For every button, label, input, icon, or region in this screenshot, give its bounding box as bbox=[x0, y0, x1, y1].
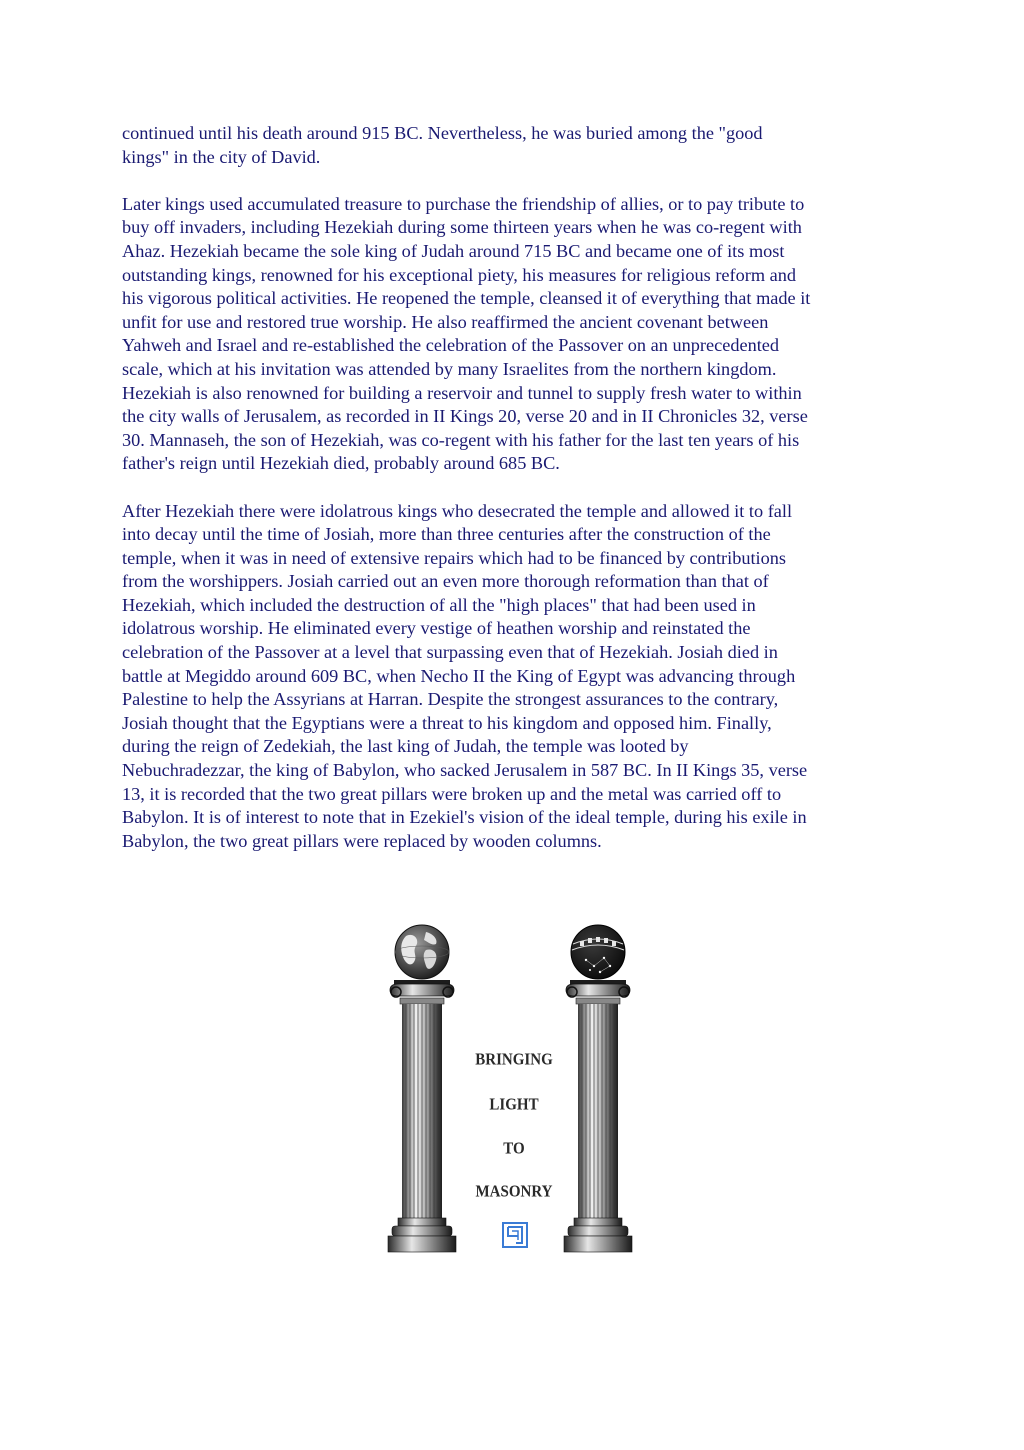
caption-line-1: BRINGING bbox=[475, 1050, 553, 1069]
caption-line-2: LIGHT bbox=[489, 1095, 539, 1114]
text-line: celebration of the Passover at a level that surpassing even that of Hezekiah. Josiah died in bbox=[122, 642, 778, 663]
celestial-globe-icon bbox=[571, 925, 625, 979]
text-line: during the reign of Zedekiah, the last king of Judah, the temple was looted by bbox=[122, 736, 689, 757]
text-line: Ahaz. Hezekiah became the sole king of Judah around 715 BC and became one of its most bbox=[122, 240, 785, 261]
text-line: Babylon. It is of interest to note that in Ezekiel's vision of the ideal temple, during his exile in bbox=[122, 807, 807, 828]
paragraph-1 bbox=[122, 122, 912, 169]
text-line: Hezekiah is also renowned for building a reservoir and tunnel to supply fresh water to within bbox=[122, 382, 802, 403]
body-text bbox=[122, 122, 912, 877]
text-line: Babylon, the two great pillars were replaced by wooden columns. bbox=[122, 830, 602, 851]
text-line: Yahweh and Israel and re-established the celebration of the Passover on an unprecedented bbox=[122, 335, 780, 356]
paragraph-2 bbox=[122, 193, 912, 476]
text-line: into decay until the time of Josiah, more than three centuries after the construction of the bbox=[122, 524, 771, 545]
text-line: Nebuchradezzar, the king of Babylon, who sacked Jerusalem in 587 BC. In II Kings 35, verse bbox=[122, 760, 808, 781]
left-pillar bbox=[388, 925, 456, 1252]
text-line: outstanding kings, renowned for his exceptional piety, his measures for religious reform and bbox=[122, 264, 797, 285]
text-line: Palestine to help the Assyrians at Harran. Despite the strongest assurances to the contrary, bbox=[122, 689, 779, 710]
square-compass-logo-icon bbox=[502, 1222, 528, 1248]
text-line: from the worshippers. Josiah carried out an even more thorough reformation than that of bbox=[122, 571, 769, 592]
text-line: his vigorous political activities. He reopened the temple, cleansed it of everything that made it bbox=[122, 288, 811, 309]
caption-line-3: TO bbox=[503, 1139, 525, 1158]
text-line: father's reign until Hezekiah died, probably around 685 BC. bbox=[122, 453, 560, 474]
text-line: 13, it is recorded that the two great pillars were broken up and the metal was carried off to bbox=[122, 783, 782, 804]
terrestrial-globe-icon bbox=[395, 925, 449, 979]
text-line: Later kings used accumulated treasure to purchase the friendship of allies, or to pay tribute to bbox=[122, 193, 805, 214]
text-line: idolatrous worship. He eliminated every vestige of heathen worship and reinstated the bbox=[122, 618, 751, 639]
caption-line-4: MASONRY bbox=[475, 1182, 553, 1201]
text-line: temple, when it was in need of extensive repairs which had to be financed by contributions bbox=[122, 547, 787, 568]
text-line: kings" in the city of David. bbox=[122, 146, 321, 167]
text-line: Hezekiah, which included the destruction of all the "high places" that had been used in bbox=[122, 594, 756, 615]
text-line: continued until his death around 915 BC. Nevertheless, he was buried among the "good bbox=[122, 123, 763, 143]
text-line: scale, which at his invitation was attended by many Israelites from the northern kingdom. bbox=[122, 358, 777, 379]
text-line: battle at Megiddo around 609 BC, when Necho II the King of Egypt was advancing through bbox=[122, 665, 796, 686]
text-line: unfit for use and restored true worship. He also reaffirmed the ancient covenant between bbox=[122, 311, 769, 332]
two-pillars-figure bbox=[384, 922, 644, 1268]
text-line: buy off invaders, including Hezekiah during some thirteen years when he was co-regent with bbox=[122, 217, 802, 238]
paragraph-3 bbox=[122, 500, 912, 854]
text-line: Josiah thought that the Egyptians were a threat to his kingdom and opposed him. Finally, bbox=[122, 712, 772, 733]
text-line: the city walls of Jerusalem, as recorded in II Kings 20, verse 20 and in II Chronicles 32, verse bbox=[122, 406, 808, 427]
right-pillar bbox=[564, 925, 632, 1252]
text-line: After Hezekiah there were idolatrous kings who desecrated the temple and allowed it to fall bbox=[122, 500, 793, 521]
text-line: 30. Mannaseh, the son of Hezekiah, was co-regent with his father for the last ten years of his bbox=[122, 429, 800, 450]
